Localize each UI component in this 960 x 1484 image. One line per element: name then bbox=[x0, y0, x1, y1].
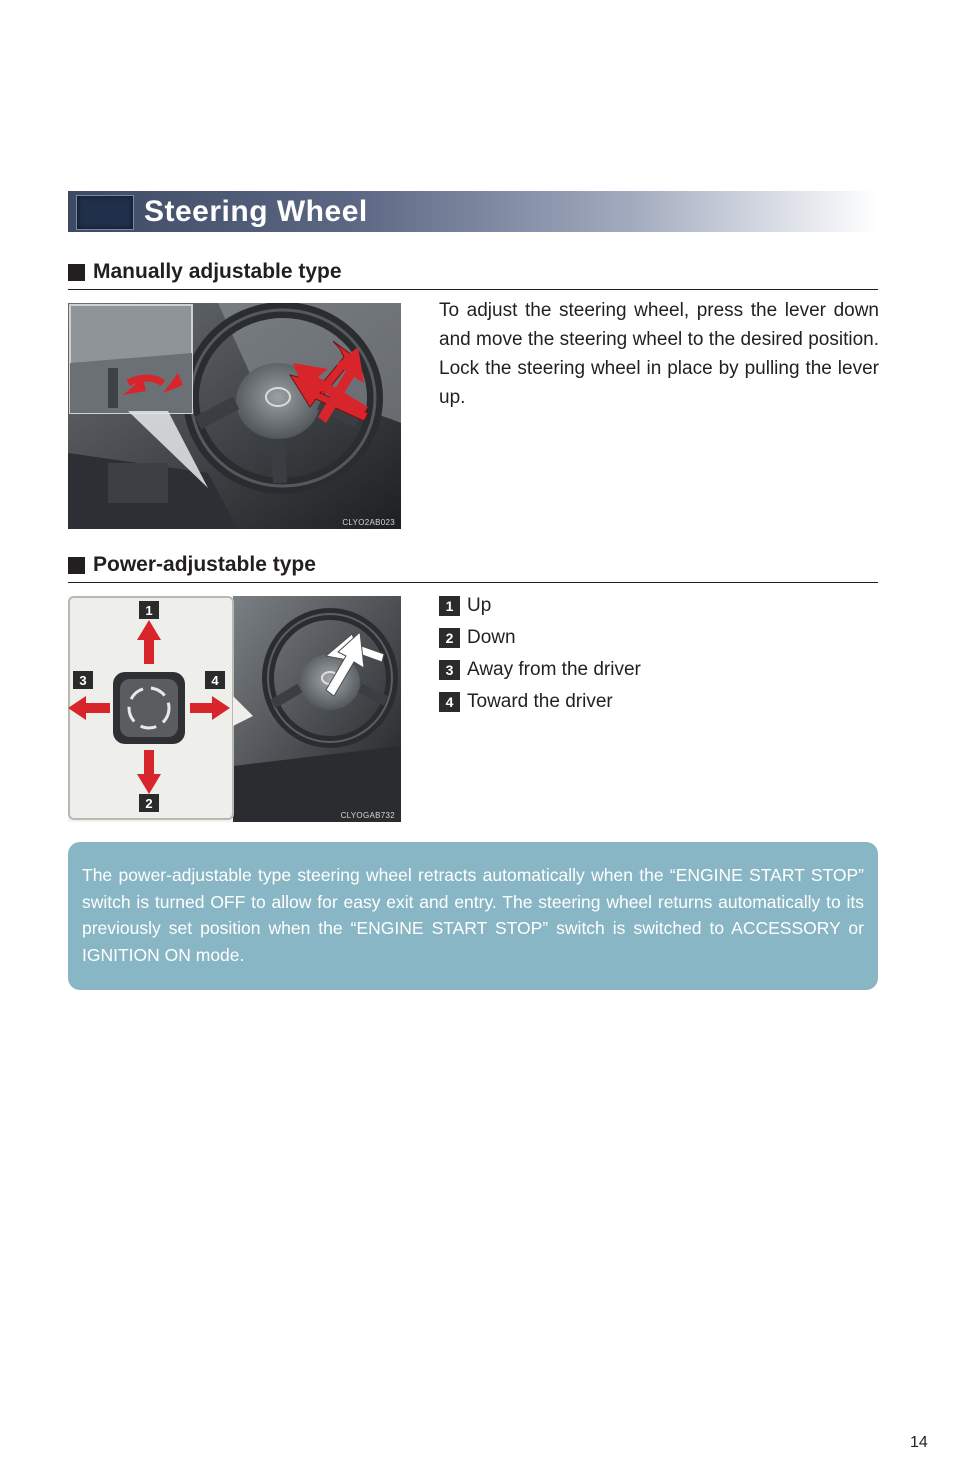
svg-text:2: 2 bbox=[145, 796, 153, 811]
power-steering-figure bbox=[68, 596, 401, 822]
number-badge: 1 bbox=[439, 596, 460, 616]
note-box bbox=[68, 842, 878, 990]
list-item-label: Down bbox=[467, 627, 516, 648]
section-heading-manual-label: Manually adjustable type bbox=[93, 260, 342, 283]
manual-steering-illustration bbox=[68, 303, 401, 529]
page-number: 14 bbox=[910, 1434, 928, 1451]
figure-code: CLYOGAB732 bbox=[340, 811, 395, 820]
page-title-bar bbox=[68, 191, 878, 232]
manual-steering-figure bbox=[68, 303, 401, 529]
note-text: The power-adjustable type steering wheel retracts automatically when the “ENGINE START STOP” switch is turned OFF to allow for easy exit and entry. The steering wheel returns automatically to its previously set position when the “ENGINE START STOP” switch is switched to ACCESSORY or IGNITION ON mode. bbox=[82, 865, 864, 965]
section-heading-power-label: Power-adjustable type bbox=[93, 553, 316, 576]
page-title: Steering Wheel bbox=[144, 195, 368, 228]
section-heading-manual bbox=[68, 259, 878, 290]
svg-text:3: 3 bbox=[79, 673, 87, 688]
power-steering-illustration bbox=[68, 596, 401, 822]
number-badge: 4 bbox=[439, 692, 460, 712]
square-bullet-icon bbox=[68, 264, 85, 281]
list-item-label: Up bbox=[467, 595, 492, 616]
svg-text:4: 4 bbox=[211, 673, 219, 688]
square-bullet-icon bbox=[68, 557, 85, 574]
number-badge: 3 bbox=[439, 660, 460, 680]
figure-code: CLYO2AB023 bbox=[342, 518, 395, 527]
number-badge: 2 bbox=[439, 628, 460, 648]
title-swatch bbox=[76, 195, 134, 230]
section-heading-power bbox=[68, 552, 878, 583]
list-item-label: Toward the driver bbox=[467, 691, 613, 712]
manual-instructions: To adjust the steering wheel, press the lever down and move the steering wheel to the desired position. Lock the steering wheel in place by pulling the lever up. bbox=[439, 300, 879, 408]
list-item-label: Away from the driver bbox=[467, 659, 641, 680]
svg-text:1: 1 bbox=[145, 603, 153, 618]
